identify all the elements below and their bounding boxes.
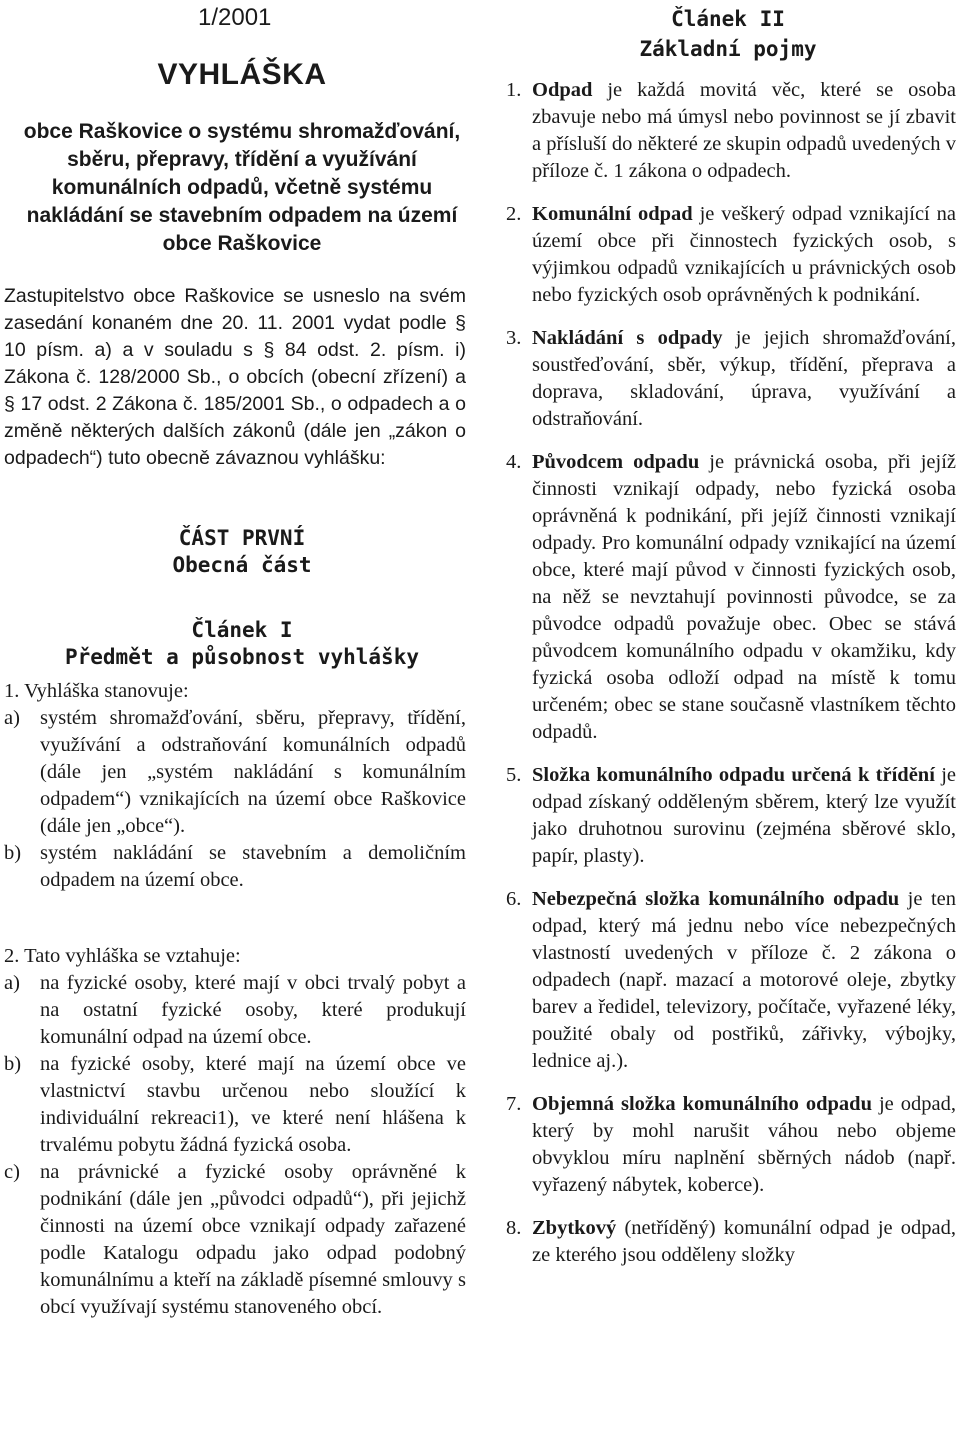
item-label: a) — [4, 707, 20, 729]
definition-item — [506, 449, 956, 746]
list-item — [4, 970, 466, 1051]
article-1-heading — [0, 617, 484, 671]
item-text: systém shromažďování, sběru, přepravy, třídění, využívání a odstraňování komunálních odpadů (dále jen „systém nakládání s komunálním odpadem“) vznikajících na území obce Raškovice (dále jen „obce“). — [40, 707, 466, 837]
definition-text: je jejich shromažďování, soustřeďování, sběr, výkup, třídění, přeprava a doprava, skladování, úprava, využívání a odstraňování. — [532, 327, 956, 430]
item-text: systém nakládání se stavebním a demoličním odpadem na území obce. — [40, 842, 466, 891]
article-2-subtitle: Základní pojmy — [639, 37, 817, 61]
list-item — [4, 840, 466, 894]
definition-text: je každá movitá věc, které se osoba zbavuje nebo má úmysl nebo povinnost se jí zbavit a přísluší do některé ze skupin odpadů uvedených v příloze č. 1 zákona o odpadech. — [532, 79, 956, 182]
definition-number: 8. — [506, 1217, 522, 1239]
article-2-title: Článek II — [671, 7, 785, 31]
definition-text: je ten odpad, který má jednu nebo více nebezpečných vlastností uvedených v příloze č. 2 zákona o odpadech (např. mazací a motorové oleje, zbytky barev a ředidel, televizory, počítače, vyřazené léky, použité obaly od postřiků, zářivky, výbojky, lednice aj.). — [532, 888, 956, 1072]
item-label: b) — [4, 1053, 22, 1075]
paragraph-lead: 1. Vyhláška stanovuje: — [4, 680, 189, 702]
definition-number: 1. — [506, 79, 522, 101]
definition-item — [506, 762, 956, 870]
definition-text: (netříděný) komunální odpad je odpad, ze kterého jsou odděleny složky — [532, 1217, 956, 1266]
definitions-list — [506, 77, 956, 1285]
article-2-heading — [500, 4, 956, 64]
subtitle-line: obce Raškovice o systému shromažďování, — [23, 120, 461, 143]
item-label: a) — [4, 972, 20, 994]
definition-item — [506, 201, 956, 309]
subtitle-line: nakládání se stavebním odpadem na území — [26, 204, 458, 227]
definition-item — [506, 325, 956, 433]
definition-term: Komunální odpad — [532, 203, 693, 225]
issue-number: 1/2001 — [198, 4, 272, 31]
definition-number: 3. — [506, 327, 522, 349]
part-subtitle: Obecná část — [172, 553, 312, 577]
article-1-title: Článek I — [191, 618, 293, 642]
definition-item — [506, 886, 956, 1075]
item-text: na fyzické osoby, které mají v obci trvalý pobyt a na ostatní fyzické osoby, které produkují komunální odpad na území obce. — [40, 972, 466, 1048]
definition-text: je právnická osoba, při jejíž činnosti vznikají odpady, nebo fyzická osoba oprávněná k podnikání, při jejíž činnosti vznikají odpady. Pro komunální odpady vznikající na území obce, které mají původ v činnosti fyzických osob, na něž se nevztahují povinnosti původce, se za původce odpadů považuje obec. Obec se stává původcem komunálního odpadu v okamžiku, kdy fyzická osoba odloží odpad na místě k tomu určeném; obec se stane současně vlastníkem těchto odpadů. — [532, 451, 956, 743]
definition-item — [506, 1091, 956, 1199]
definition-item — [506, 77, 956, 185]
list-item — [4, 1051, 466, 1159]
item-label: c) — [4, 1161, 20, 1183]
document-title: VYHLÁŠKA — [157, 58, 327, 91]
item-text: na fyzické osoby, které mají na území obce ve vlastnictví stavbu určenou nebo sloužící k individuální rekreaci1), ve které není hlášena k trvalému pobytu žádná fyzická osoba. — [40, 1053, 466, 1156]
definition-number: 4. — [506, 451, 522, 473]
list-item — [4, 705, 466, 840]
definition-term: Odpad — [532, 79, 593, 101]
definition-number: 7. — [506, 1093, 522, 1115]
definition-text: je veškerý odpad vznikající na území obce při činnostech fyzických osob, s výjimkou odpadů vznikajících u právnických osob nebo fyzických osob oprávněných k podnikání. — [532, 203, 956, 306]
document-subtitle — [0, 118, 484, 258]
item-text: na právnické a fyzické osoby oprávněné k podnikání (dále jen „původci odpadů“), při jejichž činnosti na území obce vznikají odpady zařazené podle Katalogu odpadu jako odpad podobný komunálnímu a kteří na základě písemné smlouvy s obcí využívají systému stanoveného obcí. — [40, 1161, 466, 1318]
right-column — [500, 0, 960, 64]
definition-term: Složka komunálního odpadu určená k třídění — [532, 764, 935, 786]
definition-term: Nebezpečná složka komunálního odpadu — [532, 888, 900, 910]
definition-term: Zbytkový — [532, 1217, 617, 1239]
preamble: Zastupitelstvo obce Raškovice se usneslo na svém zasedání konaném dne 20. 11. 2001 vydat podle § 10 písm. a) a v souladu s § 84 odst. 2. písm. i) Zákona č. 128/2000 Sb., o obcích (obecní zřízení) a § 17 odst. 2 Zákona č. 185/2001 Sb., o odpadech a o změně některých dalších zákonů (dále jen „zákon o odpadech“) tuto obecně závaznou vyhlášku: — [4, 285, 466, 469]
definition-term: Nakládání s odpady — [532, 327, 723, 349]
article-1-subtitle: Předmět a působnost vyhlášky — [64, 645, 419, 669]
list-item — [4, 1159, 466, 1321]
paragraph-1 — [4, 678, 466, 894]
definition-number: 6. — [506, 888, 522, 910]
subtitle-line: sběru, přepravy, třídění a využívání — [67, 148, 417, 171]
definition-text: je odpad, který by mohl narušit váhou nebo objeme obvyklou míru naplnění sběrných nádob (např. vyřazený nábytek, koberce). — [532, 1093, 956, 1196]
definition-number: 2. — [506, 203, 522, 225]
definition-number: 5. — [506, 764, 522, 786]
part-heading — [0, 525, 484, 579]
definition-term: Objemná složka komunálního odpadu — [532, 1093, 872, 1115]
subtitle-line: komunálních odpadů, včetně systému — [51, 176, 433, 199]
paragraph-lead: 2. Tato vyhláška se vztahuje: — [4, 945, 241, 967]
definition-term: Původcem odpadu — [532, 451, 700, 473]
paragraph-2 — [4, 943, 466, 1321]
part-title: ČÁST PRVNÍ — [178, 526, 306, 550]
definition-text: je odpad získaný odděleným sběrem, který lze využít jako druhotnou surovinu (zejména sběrové sklo, papír, plasty). — [532, 764, 956, 867]
item-label: b) — [4, 842, 22, 864]
subtitle-line: obce Raškovice — [162, 232, 322, 255]
definition-item — [506, 1215, 956, 1269]
